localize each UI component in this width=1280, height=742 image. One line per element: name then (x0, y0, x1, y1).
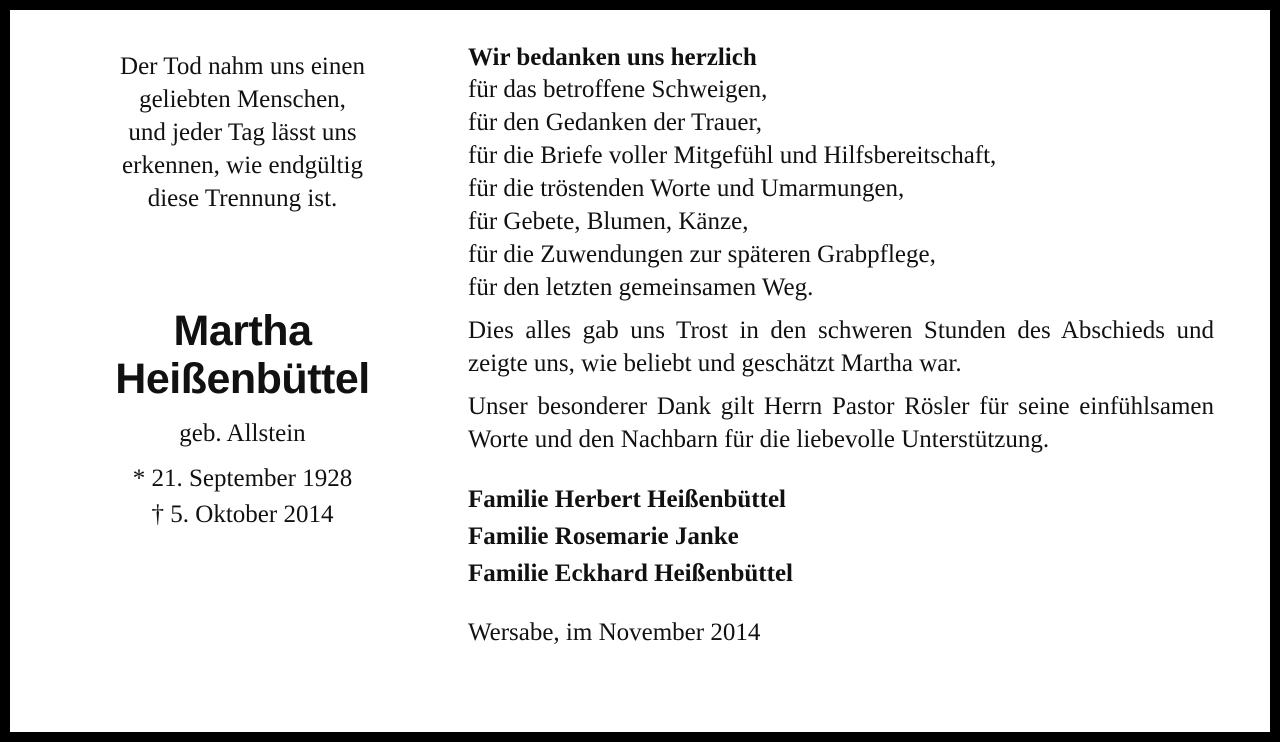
deceased-first-name: Martha (173, 307, 312, 355)
family-name: Familie Eckhard Heißenbüttel (468, 560, 793, 587)
thanks-line: für die Zuwendungen zur späteren Grabpflege, (468, 241, 936, 268)
birth-date: * 21. September 1928 (132, 465, 353, 492)
thanks-line: für die tröstenden Worte und Umarmungen, (468, 175, 905, 202)
thanks-list (468, 73, 1214, 304)
verse-line: geliebten Menschen, (139, 86, 346, 113)
death-date: † 5. Oktober 2014 (151, 501, 334, 528)
maiden-name: geb. Allstein (179, 420, 306, 447)
life-dates (60, 461, 425, 533)
obituary-notice (10, 10, 1270, 732)
thanks-line: für den letzten gemeinsamen Weg. (468, 274, 814, 301)
verse-line: und jeder Tag lässt uns (128, 119, 357, 146)
thanks-line: für den Gedanken der Trauer, (468, 109, 763, 136)
memorial-verse (60, 50, 425, 215)
thanks-line: für die Briefe voller Mitgefühl und Hilfsbereitschaft, (468, 142, 997, 169)
thanks-heading: Wir bedanken uns herzlich (468, 44, 757, 71)
verse-line: erkennen, wie endgültig (122, 152, 363, 179)
right-column (468, 42, 1214, 649)
verse-line: Der Tod nahm uns einen (120, 53, 365, 80)
thanks-line: für das betroffene Schweigen, (468, 76, 768, 103)
place-and-date: Wersabe, im November 2014 (468, 619, 761, 646)
special-thanks-paragraph: Unser besonderer Dank gilt Herrn Pastor Rösler für seine einfühlsamen Worte und den Nachbarn für die liebevolle Unterstützung. (468, 393, 1214, 453)
thanks-line: für Gebete, Blumen, Känze, (468, 208, 749, 235)
family-signatures (468, 481, 1214, 592)
family-name: Familie Rosemarie Janke (468, 523, 739, 550)
left-column (60, 50, 425, 533)
comfort-paragraph: Dies alles gab uns Trost in den schweren Stunden des Abschieds und zeigte uns, wie beliebt und geschätzt Martha war. (468, 317, 1214, 377)
deceased-name (60, 307, 425, 403)
verse-line: diese Trennung ist. (147, 185, 338, 212)
deceased-last-name: Heißenbüttel (115, 355, 370, 403)
family-name: Familie Herbert Heißenbüttel (468, 486, 786, 513)
